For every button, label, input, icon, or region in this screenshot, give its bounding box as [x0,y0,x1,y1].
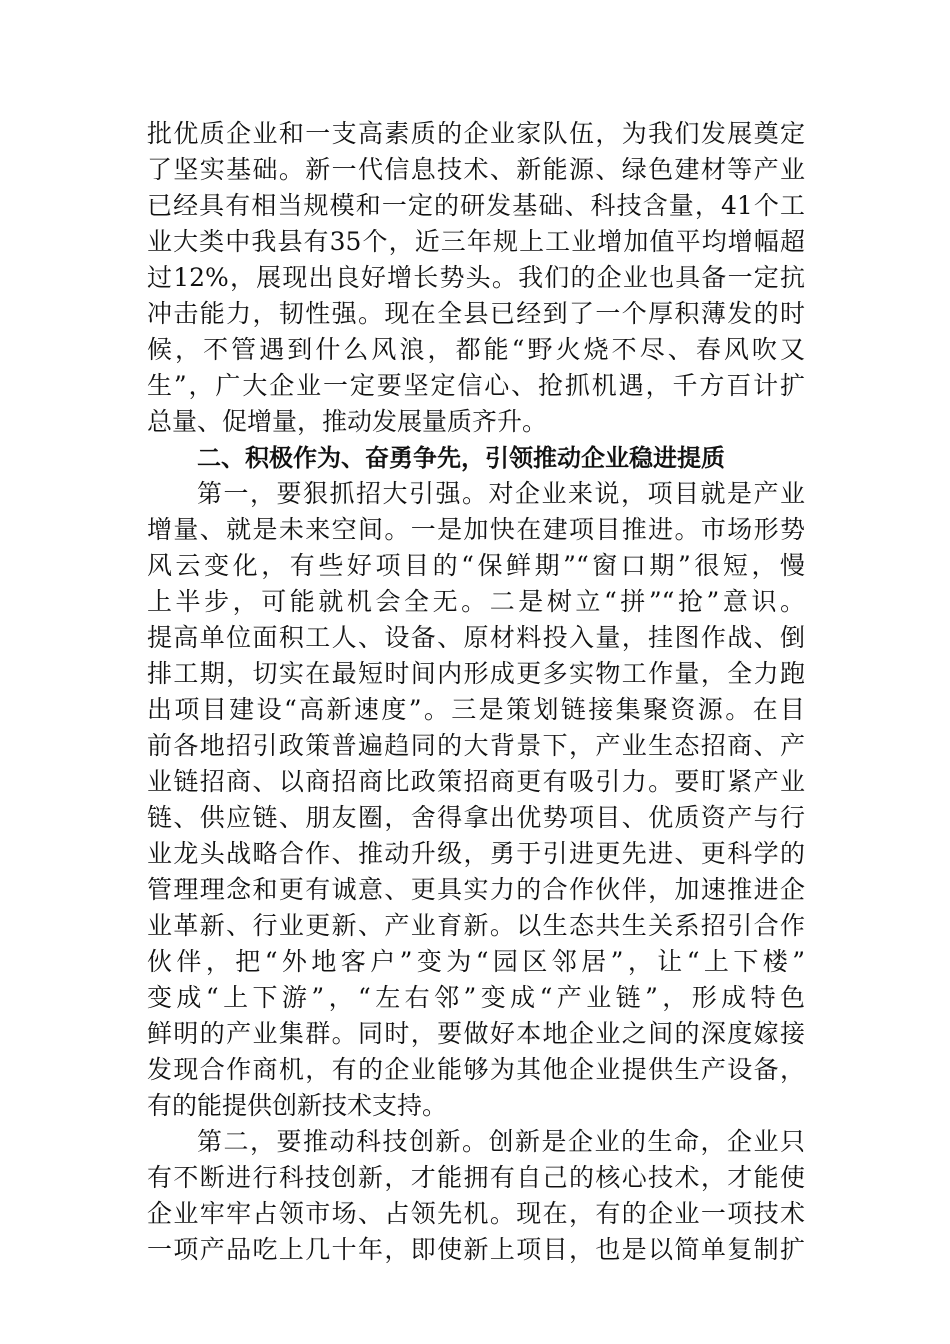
text-line: 排工期，切实在最短时间内形成更多实物工作量，全力跑 [147,659,805,688]
text-line: 增量、就是未来空间。一是加快在建项目推进。市场形势 [147,515,805,544]
text-line: 第一，要狠抓招大引强。对企业来说，项目就是产业 [197,479,805,508]
text-line: 变成“上下游”，“左右邻”变成“产业链”，形成特色 [147,983,805,1012]
text-line: 已经具有相当规模和一定的研发基础、科技含量，41个工 [147,191,805,220]
text-line: 出项目建设“高新速度”。三是策划链接集聚资源。在目 [147,695,805,724]
text-line: 伙伴，把“外地客户”变为“园区邻居”，让“上下楼” [147,947,805,976]
text-line: 总量、促增量，推动发展量质齐升。 [147,407,548,436]
text-line: 批优质企业和一支高素质的企业家队伍，为我们发展奠定 [147,119,805,148]
text-line: 业链招商、以商招商比政策招商更有吸引力。要盯紧产业 [147,767,805,796]
text-line: 过12%，展现出良好增长势头。我们的企业也具备一定抗 [147,263,805,292]
paragraph-recruit-investment [147,476,805,1124]
document-page [147,116,805,1268]
text-line: 有的能提供创新技术支持。 [147,1091,448,1120]
text-line: 发现合作商机，有的企业能够为其他企业提供生产设备， [147,1055,805,1084]
section-heading: 二、积极作为、奋勇争先，引领推动企业稳进提质 [197,444,725,472]
text-line: 风云变化，有些好项目的“保鲜期”“窗口期”很短，慢 [147,551,805,580]
text-line: 业革新、行业更新、产业育新。以生态共生关系招引合作 [147,911,805,940]
text-line: 第二，要推动科技创新。创新是企业的生命，企业只 [197,1127,805,1156]
text-line: 管理理念和更有诚意、更具实力的合作伙伴，加速推进企 [147,875,805,904]
text-line: 候，不管遇到什么风浪，都能“野火烧不尽、春风吹又 [147,335,805,364]
text-line: 生”，广大企业一定要坚定信心、抢抓机遇，千方百计扩 [147,371,805,400]
text-line: 一项产品吃上几十年，即使新上项目，也是以简单复制扩 [147,1235,805,1264]
text-line: 上半步，可能就机会全无。二是树立“拼”“抢”意识。 [147,587,805,616]
text-line: 企业牢牢占领市场、占领先机。现在，有的企业一项技术 [147,1199,805,1228]
text-line: 业大类中我县有35个，近三年规上工业增加值平均增幅超 [147,227,805,256]
paragraph-tech-innovation [147,1124,805,1268]
text-line: 前各地招引政策普遍趋同的大背景下，产业生态招商、产 [147,731,805,760]
paragraph-continuation [147,116,805,440]
text-line: 提高单位面积工人、设备、原材料投入量，挂图作战、倒 [147,623,805,652]
text-line: 了坚实基础。新一代信息技术、新能源、绿色建材等产业 [147,155,805,184]
text-line: 链、供应链、朋友圈，舍得拿出优势项目、优质资产与行 [147,803,805,832]
text-line: 有不断进行科技创新，才能拥有自己的核心技术，才能使 [147,1163,805,1192]
text-line: 鲜明的产业集群。同时，要做好本地企业之间的深度嫁接 [147,1019,805,1048]
text-line: 冲击能力，韧性强。现在全县已经到了一个厚积薄发的时 [147,299,805,328]
text-line: 业龙头战略合作、推动升级，勇于引进更先进、更科学的 [147,839,805,868]
